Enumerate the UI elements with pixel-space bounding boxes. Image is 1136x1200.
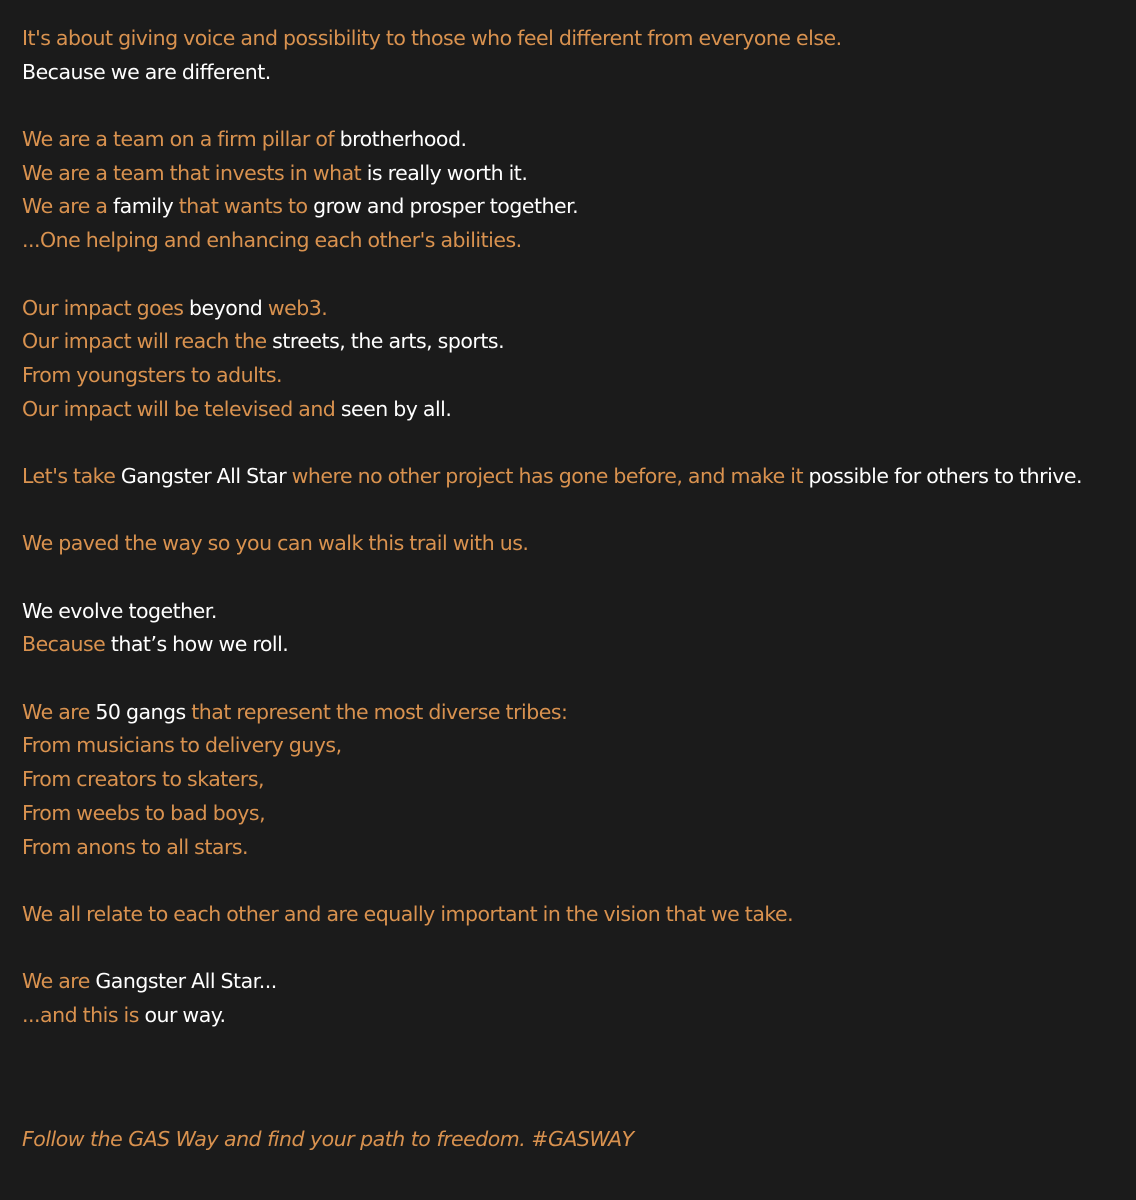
accent-text: From musicians to delivery guys,	[22, 733, 342, 758]
manifesto-line	[22, 898, 1122, 932]
manifesto-line	[22, 460, 1122, 494]
accent-text: that represent the most diverse tribes:	[185, 699, 568, 724]
highlight-text: brotherhood.	[339, 127, 467, 152]
manifesto-line	[22, 393, 1122, 427]
manifesto-line	[22, 359, 1122, 393]
closing-tagline: Follow the GAS Way and find your path to freedom. #GASWAY	[22, 1127, 634, 1151]
highlight-text: Gangster All Star	[120, 463, 287, 488]
manifesto-line	[22, 325, 1122, 359]
accent-text: We are a team on a firm pillar of	[22, 127, 340, 152]
accent-text: that wants to	[173, 194, 314, 219]
manifesto-line	[22, 729, 1122, 763]
manifesto-line	[22, 595, 1122, 629]
highlight-text: possible for others to thrive.	[808, 463, 1083, 488]
manifesto-line	[22, 123, 1122, 157]
accent-text: where no other project has gone before, and make it	[286, 463, 809, 488]
manifesto-line	[22, 190, 1122, 224]
manifesto-line	[22, 224, 1122, 258]
accent-text: We are a team that invests in what	[22, 160, 367, 185]
highlight-text: family	[112, 194, 174, 219]
manifesto-line	[22, 628, 1122, 662]
accent-text: Our impact will reach the	[22, 329, 273, 354]
highlight-text: streets, the arts, sports.	[272, 329, 505, 354]
highlight-text: is really worth it.	[366, 160, 528, 185]
paragraph-gap	[22, 662, 1122, 696]
accent-text: web3.	[262, 295, 328, 320]
manifesto-line	[22, 56, 1122, 90]
accent-text: From anons to all stars.	[22, 834, 249, 859]
accent-text: Our impact will be televised and	[22, 396, 341, 421]
paragraph-gap	[22, 426, 1122, 460]
manifesto-line	[22, 831, 1122, 865]
manifesto-line	[22, 157, 1122, 191]
paragraph-gap	[22, 932, 1122, 966]
highlight-text: Because we are different.	[22, 59, 271, 84]
highlight-text: grow and prosper together.	[313, 194, 579, 219]
highlight-text: 50 gangs	[95, 699, 186, 724]
highlight-text: that’s how we roll.	[105, 632, 289, 657]
manifesto-text	[22, 22, 1122, 1033]
manifesto-line	[22, 999, 1122, 1033]
manifesto-line	[22, 527, 1122, 561]
accent-text: We are	[22, 699, 96, 724]
paragraph-gap	[22, 258, 1122, 292]
accent-text: We are a	[22, 194, 113, 219]
accent-text: Because	[22, 632, 106, 657]
accent-text: It's about giving voice and possibility to those who feel different from everyone else.	[22, 26, 842, 50]
accent-text: From creators to skaters,	[22, 767, 265, 792]
manifesto-line	[22, 763, 1122, 797]
highlight-text: beyond	[189, 295, 263, 320]
highlight-text: our way.	[144, 1002, 226, 1027]
accent-text: ...One helping and enhancing each other's abilities.	[22, 228, 522, 253]
highlight-text: Gangster All Star...	[95, 969, 277, 994]
manifesto-line	[22, 22, 1122, 56]
paragraph-gap	[22, 494, 1122, 528]
manifesto-line	[22, 696, 1122, 730]
paragraph-gap	[22, 89, 1122, 123]
accent-text: From youngsters to adults.	[22, 362, 283, 387]
accent-text: We paved the way so you can walk this trail with us.	[22, 531, 529, 556]
accent-text: Our impact goes	[22, 295, 190, 320]
accent-text: We all relate to each other and are equally important in the vision that we take.	[22, 901, 794, 926]
accent-text: ...and this is	[22, 1002, 145, 1027]
manifesto-line	[22, 292, 1122, 326]
accent-text: We are	[22, 969, 96, 994]
highlight-text: We evolve together.	[22, 598, 217, 623]
highlight-text: seen by all.	[340, 396, 452, 421]
manifesto-line	[22, 965, 1122, 999]
accent-text: From weebs to bad boys,	[22, 800, 266, 825]
paragraph-gap	[22, 561, 1122, 595]
manifesto-line	[22, 797, 1122, 831]
accent-text: Let's take	[22, 463, 121, 488]
paragraph-gap	[22, 864, 1122, 898]
